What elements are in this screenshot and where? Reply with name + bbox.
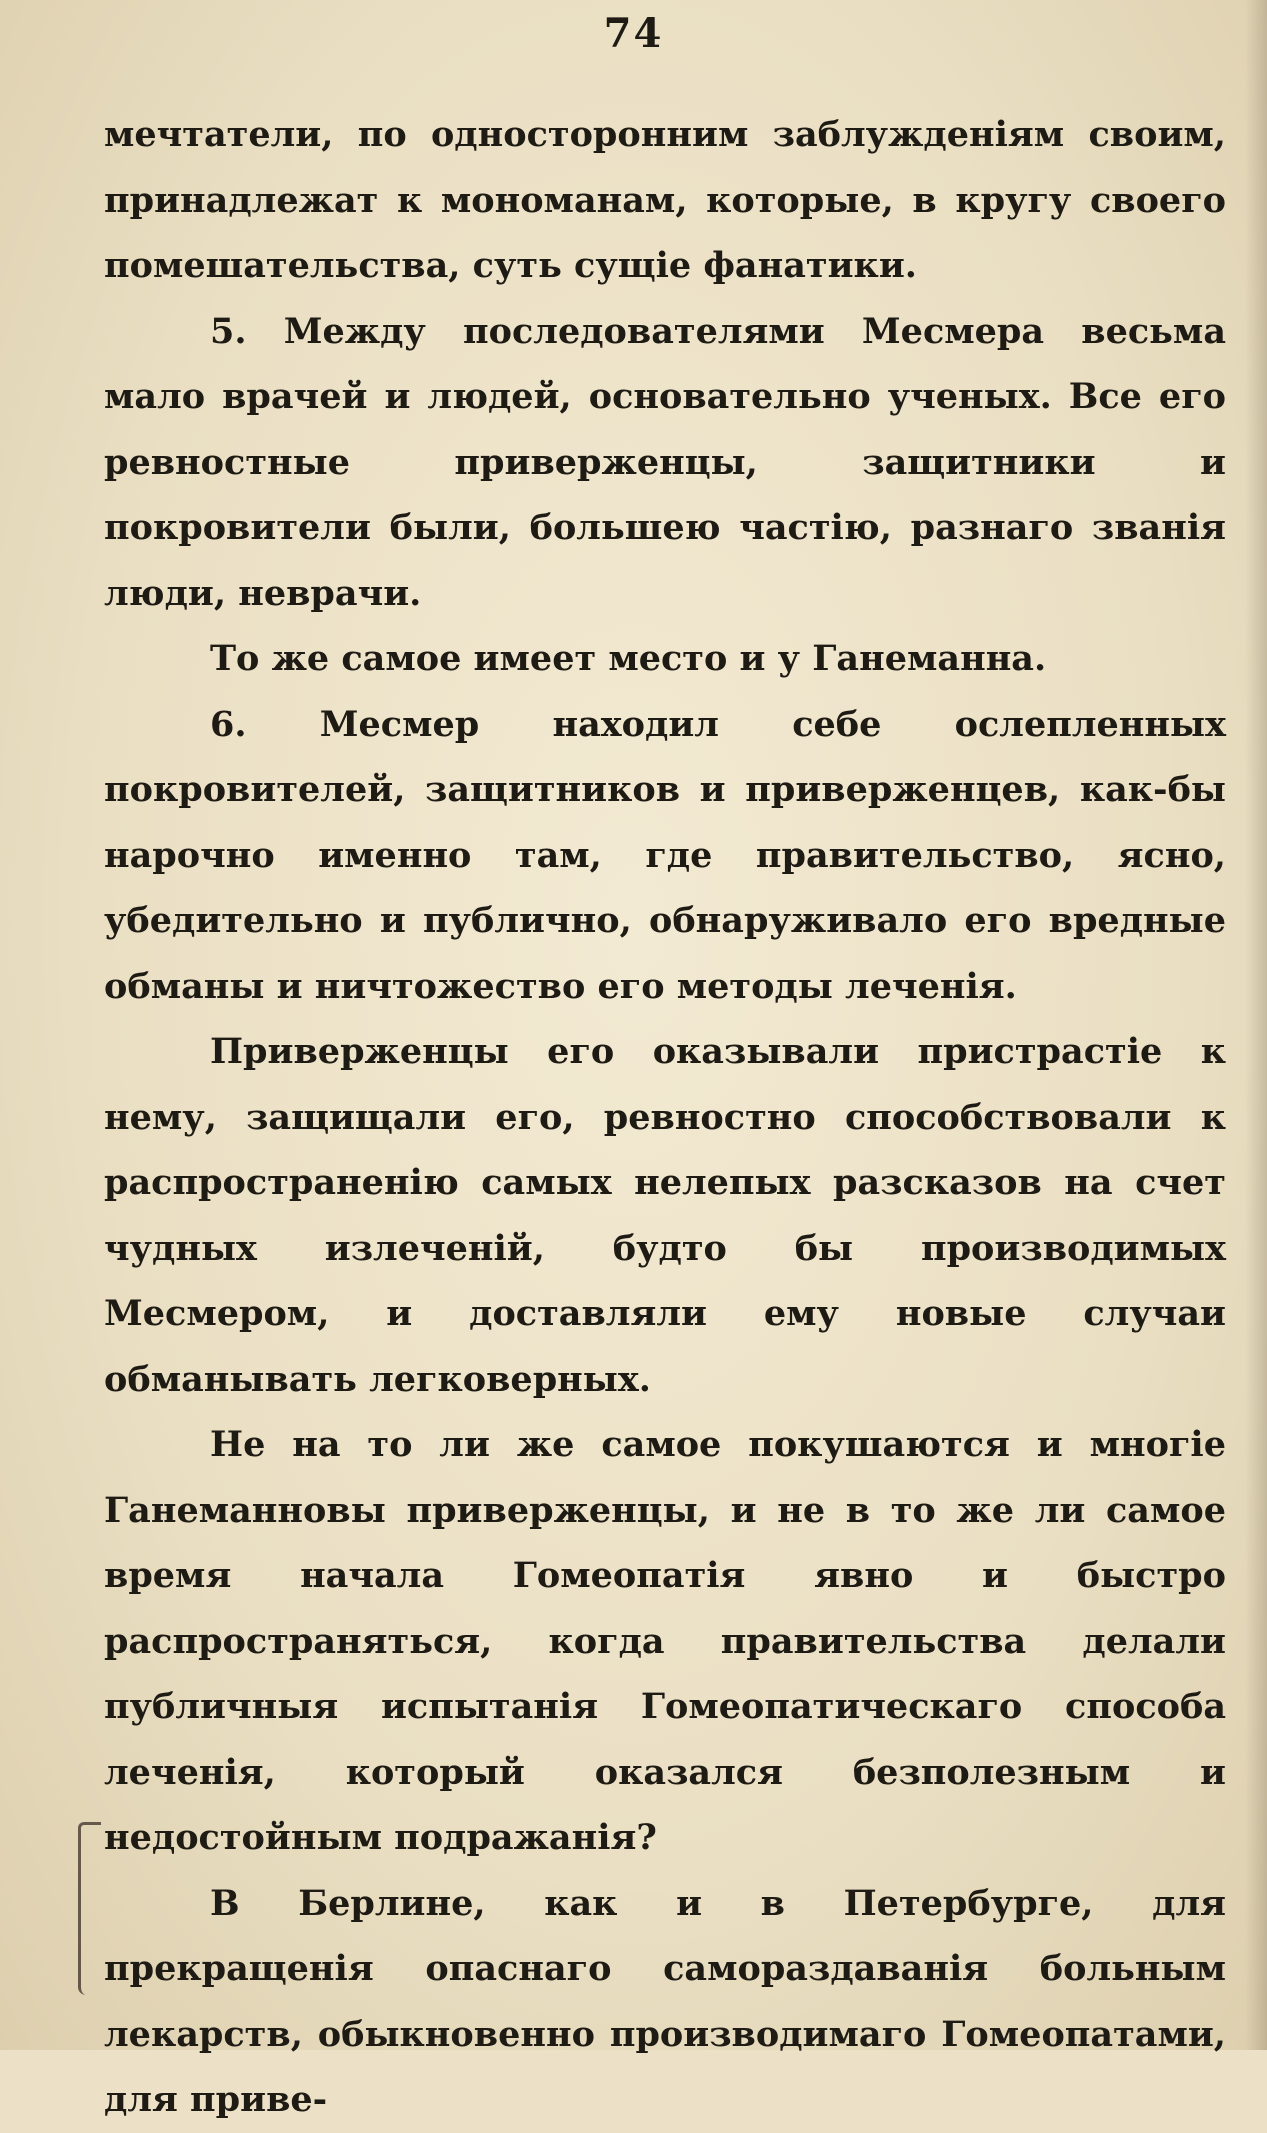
body-text <box>104 102 1226 2133</box>
paragraph-6: Не на то ли же самое покушаются и многiе Ганеманновы приверженцы, и не в то же ли самое время начала Гомеопатiя явно и быстро распространяться, когда правительства делали публичныя испытанiя Гомеопатическаго способа леченiя, который оказался безполезным и недостойным подражанiя? <box>104 1424 1226 1858</box>
paragraph-7: В Берлине, как и в Петербурге, для прекращенiя опаснаго самораздаванiя больным лекарств, обыкновенно производимаго Гомеопатами, для приве- <box>104 1882 1226 2120</box>
page-edge-shadow <box>1245 0 1267 2050</box>
paragraph-5: Приверженцы его оказывали пристрастiе к нему, защищали его, ревностно способствовали к распространенiю самых нелепых разсказов на счет чудных излеченiй, будто бы производимых Месмером, и доставляли ему новые случаи обманывать легковерных. <box>104 1031 1226 1400</box>
paragraph-4: 6. Месмер находил себе ослепленных покровителей, защитников и приверженцев, как-бы нарочно именно там, где правительство, ясно, убедительно и публично, обнаруживало его вредные обманы и ничтожество его методы леченiя. <box>104 703 1226 1007</box>
page-number: 74 <box>603 10 664 57</box>
paragraph-3: То же самое имеет место и у Ганеманна. <box>210 638 1047 679</box>
paragraph-1: мечтатели, по односторонним заблужденiям своим, принадлежат к мономанам, которые, в кругу своего помешательства, суть сущiе фанатики. <box>104 114 1226 286</box>
margin-bracket-mark <box>78 1822 101 1995</box>
paragraph-2: 5. Между последователями Месмера весьма мало врачей и людей, основательно ученых. Все его ревностные приверженцы, защитники и покровители были, большею частiю, разнаго званiя люди, неврачи. <box>104 310 1226 614</box>
